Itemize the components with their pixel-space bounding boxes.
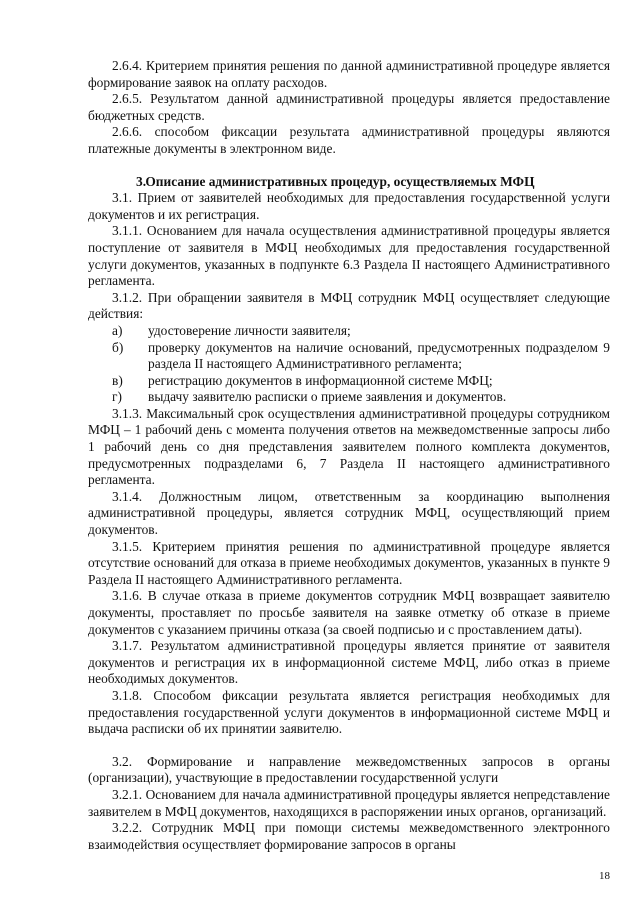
paragraph-3-1-3: 3.1.3. Максимальный срок осуществления административной процедуры сотрудником МФЦ – 1 рабочий день с момента получения ответов на межведомственные запросы либо 1 рабочий день со дня представления заявителем полного комплекта документов, предусмотренных подразделами 6, 7 Раздела II настоящего административного регламента.	[88, 405, 610, 488]
list-text: проверку документов на наличие оснований, предусмотренных подразделом 9 раздела II настоящего Административного регламента;	[148, 339, 610, 372]
list-marker: б)	[112, 339, 124, 355]
list-marker: а)	[112, 322, 123, 338]
paragraph-3-2: 3.2. Формирование и направление межведомственных запросов в органы (организации), участвующие в предоставлении государственной услуги	[88, 753, 610, 786]
paragraph-2-6-6: 2.6.6. способом фиксации результата административной процедуры являются платежные документы в электронном виде.	[88, 124, 610, 156]
paragraph-3-1-6: 3.1.6. В случае отказа в приеме документов сотрудник МФЦ возвращает заявителю документы, проставляет по просьбе заявителя на заявке отметку об отказе в приеме документов с указанием причины отказа (за своей подписью и с проставлением даты).	[88, 588, 610, 637]
list-item	[88, 389, 610, 406]
list-text: удостоверение личности заявителя;	[148, 322, 351, 338]
list-item	[88, 323, 610, 340]
paragraph-3-2-2: 3.2.2. Сотрудник МФЦ при помощи системы межведомственного электронного взаимодействия осуществляет формирование запросов в органы	[88, 820, 610, 852]
list-item	[88, 373, 610, 390]
paragraph-3-2-1: 3.2.1. Основанием для начала административной процедуры является непредставление заявителем в МФЦ документов, находящихся в распоряжении иных органов, организаций.	[88, 786, 610, 819]
list-item	[88, 340, 610, 373]
section-3-title: Описание административных процедур, осуществляемых МФЦ	[145, 173, 535, 189]
paragraph-3-1-7: 3.1.7. Результатом административной процедуры является принятие от заявителя документов и регистрация их в информационной системе МФЦ, либо отказ в приеме необходимых документов.	[88, 638, 610, 687]
list-text: выдачу заявителю расписки о приеме заявления и документов.	[148, 389, 507, 405]
list-marker: в)	[112, 372, 123, 388]
paragraph-2-6-4: 2.6.4. Критерием принятия решения по данной административной процедуре является формирование заявок на оплату расходов.	[88, 58, 610, 90]
paragraph-3-1-2: 3.1.2. При обращении заявителя в МФЦ сотрудник МФЦ осуществляет следующие действия:	[88, 289, 610, 322]
paragraph-3-1-4: 3.1.4. Должностным лицом, ответственным за координацию выполнения административной процедуры, является сотрудник МФЦ, осуществляющий прием документов.	[88, 488, 610, 538]
paragraph-2-6-5: 2.6.5. Результатом данной административной процедуры является предоставление бюджетных средств.	[88, 91, 610, 123]
list-text: регистрацию документов в информационной системе МФЦ;	[148, 372, 493, 388]
paragraph-3-1-5: 3.1.5. Критерием принятия решения по административной процедуре является отсутствие оснований для отказа в приеме необходимых документов, указанных в пункте 9 Раздела II настоящего Административного регламента.	[88, 538, 610, 587]
list-marker: г)	[112, 389, 122, 405]
paragraph-3-1-8: 3.1.8. Способом фиксации результата является регистрация необходимых для предоставления государственной услуги документов в информационной системе МФЦ и выдача расписки об их принятии заявителю.	[88, 687, 610, 737]
page-number: 18	[599, 870, 610, 882]
section-3-heading	[88, 174, 610, 191]
document-page	[88, 58, 610, 853]
section-3-number: 3.	[136, 173, 147, 189]
paragraph-3-1-1: 3.1.1. Основанием для начала осуществления административной процедуры является поступление от заявителя в МФЦ необходимых для предоставления государственной услуги документов, указанных в подпункте 6.3 Раздела II настоящего Административного регламента.	[88, 223, 610, 289]
paragraph-3-1: 3.1. Прием от заявителей необходимых для предоставления государственной услуги документов и их регистрация.	[88, 190, 610, 222]
